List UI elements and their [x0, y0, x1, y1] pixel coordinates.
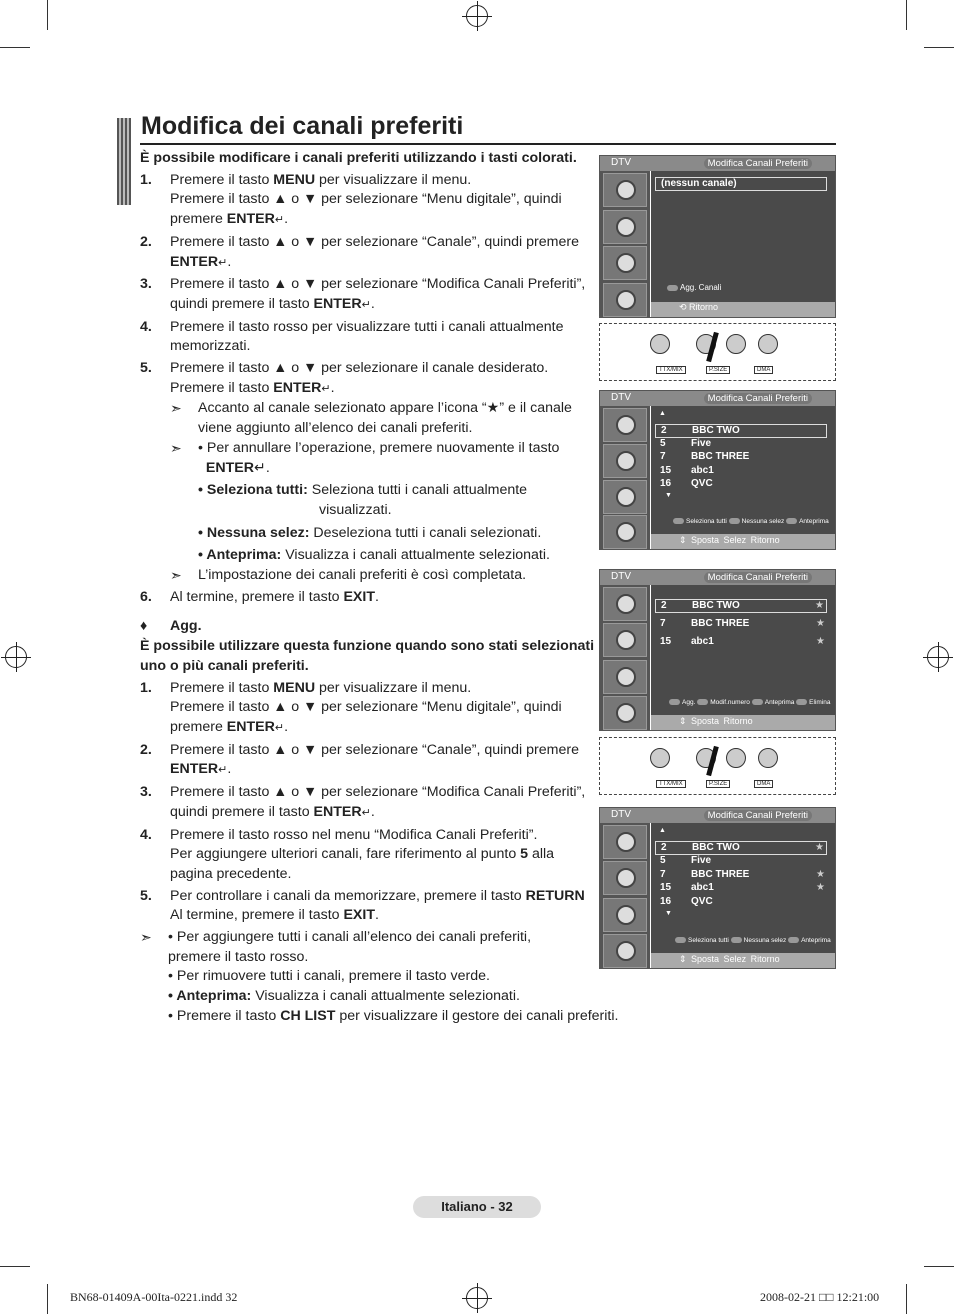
step-number: 2. [140, 741, 152, 758]
channel-row [655, 478, 827, 492]
final-line: • Premere il tasto CH LIST per visualizzare il gestore dei canali preferiti. [168, 1007, 619, 1024]
bold-text: CH LIST [280, 1007, 336, 1024]
option [140, 481, 595, 501]
bold-text: RETURN [525, 887, 585, 904]
option-value: Seleziona tutti i canali attualmente [307, 482, 528, 499]
channel-name: abc1 [691, 882, 714, 894]
note-body: L’impostazione dei canali preferiti è così completata. [198, 567, 527, 584]
input-icon [603, 283, 647, 317]
color-key-icon [675, 937, 686, 943]
step: 6. Al termine, premere il tasto EXIT. [140, 588, 595, 608]
channel-row [655, 451, 827, 465]
screen-main [651, 585, 835, 715]
screen-header [600, 156, 835, 171]
step-line: Premere il tasto MENU per visualizzare il menu. [170, 171, 472, 188]
channel-number: 15 [660, 636, 672, 647]
step [140, 826, 595, 885]
menu-title: Modifica Canali Preferiti [704, 572, 812, 583]
bold-text: ENTER [226, 211, 275, 228]
channel-row [655, 882, 827, 896]
step-line: Per aggiungere ulteriori canali, fare riferimento al punto 5 alla pagina precedente. [170, 846, 555, 882]
channel-icon [603, 444, 647, 478]
channel-row [655, 618, 827, 632]
enter-icon: ↵ [361, 298, 371, 311]
legend-label: Anteprima [801, 937, 831, 944]
footer-date: 2008-02-21 □□ 12:21:00 [760, 1290, 880, 1304]
note-body: Accanto al canale selezionato appare l’icona “★” e il canale viene aggiunto all’elenco dei canali preferiti. [198, 400, 572, 437]
remote-illustration [599, 323, 836, 381]
step-number: 4. [140, 826, 152, 843]
final-line: • Anteprima: Visualizza i canali attualmente selezionati. [168, 988, 520, 1005]
step-number: 3. [140, 276, 152, 293]
note [140, 566, 595, 586]
footer-label: ⇕ Sposta Selez Ritorno [679, 535, 780, 545]
channel-row [655, 424, 827, 438]
channel-number: 16 [660, 896, 672, 908]
channel-number: 7 [660, 451, 666, 462]
step-number: 5. [140, 360, 152, 377]
final-line [140, 928, 650, 967]
step-body [170, 679, 595, 739]
step-line: Premere il tasto ▲ o ▼ per selezionare “Menu digitale”, quindi premere ENTER↵. [170, 699, 562, 735]
step [140, 171, 595, 231]
enter-icon: ↵ [321, 382, 331, 395]
option-value: Visualizza i canali attualmente selezionati. [281, 547, 550, 564]
channel-row [655, 869, 827, 883]
channel-number: 2 [661, 600, 667, 611]
legend-label: Nessuna selez [741, 518, 787, 525]
step-body [170, 783, 595, 823]
channel-row [655, 438, 827, 452]
star-icon: ★ [816, 868, 825, 880]
channel-icon [603, 623, 647, 657]
bold-text: ENTER [313, 803, 362, 820]
step [140, 233, 595, 273]
screen-main [651, 823, 835, 953]
dtv-label: DTV [611, 809, 631, 820]
color-key-icon [673, 518, 684, 524]
step-number: 4. [140, 318, 152, 335]
step [140, 887, 595, 926]
dtv-label: DTV [611, 392, 631, 403]
channel-row [655, 841, 827, 855]
legend [669, 699, 830, 706]
step-body [170, 826, 595, 885]
step [140, 679, 595, 739]
page-title: Modifica dei canali preferiti [141, 112, 464, 140]
remote-key-label: P.SIZE [706, 780, 730, 788]
color-key-icon [731, 937, 742, 943]
step-line: Premere il tasto ▲ o ▼ per selezionare il canale desiderato. [170, 360, 549, 377]
bold-text: MENU [273, 171, 316, 188]
channel-row [655, 599, 827, 613]
legend-label: Elimina [809, 699, 831, 706]
star-icon: ★ [816, 882, 825, 894]
step-body [170, 171, 595, 231]
satellite-icon [603, 587, 647, 621]
step-line: Premere il tasto ▲ o ▼ per selezionare “Modifica Canali Preferiti”, quindi premere il tasto ENTER↵. [170, 784, 586, 820]
channel-name: BBC TWO [692, 425, 740, 436]
final-notes [140, 928, 650, 1027]
scroll-up-icon: ▲ [659, 827, 666, 834]
enter-icon: ↵ [361, 806, 371, 819]
screen-sidebar [600, 406, 650, 549]
step-line: Premere il tasto MENU per visualizzare il menu. [170, 679, 472, 696]
remote-color-button [726, 748, 746, 768]
remote-key-label: TTX/MIX [656, 366, 686, 374]
menu-screen [599, 569, 836, 731]
menu-title: Modifica Canali Preferiti [704, 158, 812, 169]
registration-mark-icon [466, 1287, 488, 1309]
step-line: Premere il tasto rosso per visualizzare tutti i canali attualmente memorizzati. [170, 318, 564, 355]
screen-footer [651, 534, 835, 549]
option [140, 524, 595, 544]
red-key-icon [667, 285, 678, 291]
remote-color-button [650, 334, 670, 354]
channel-number: 2 [661, 842, 667, 853]
note-arrow-icon: ➣ [170, 567, 182, 584]
step-body [170, 359, 548, 399]
channel-row [655, 896, 827, 910]
intro-text: È possibile modificare i canali preferiti utilizzando i tasti colorati. [140, 150, 577, 166]
option-key: • Nessuna selez: [198, 524, 310, 541]
scroll-down-icon: ▼ [665, 491, 672, 499]
step-body [170, 887, 595, 926]
legend-label: Modif.numero [710, 699, 752, 706]
channel-icon [603, 210, 647, 244]
screen-footer [651, 953, 835, 968]
registration-mark-icon [466, 5, 488, 27]
color-key-icon [796, 699, 807, 705]
step-number: 2. [140, 233, 152, 250]
channel-row [655, 636, 827, 650]
remote-color-button [758, 334, 778, 354]
channel-name: BBC THREE [691, 617, 750, 629]
step [140, 318, 595, 357]
remote-color-button [758, 748, 778, 768]
step-number: 1. [140, 679, 152, 696]
gear-icon [603, 246, 647, 280]
input-icon [603, 696, 647, 730]
step-line: Premere il tasto ENTER↵. [170, 379, 335, 396]
channel-number: 16 [660, 478, 672, 489]
star-icon: ★ [816, 617, 825, 629]
remote-color-button [726, 334, 746, 354]
step [140, 783, 595, 823]
bold-text: ENTER [170, 253, 219, 270]
gear-icon [603, 898, 647, 932]
color-key-icon [752, 699, 763, 705]
screen-sidebar [600, 171, 650, 317]
enter-icon: ↵ [218, 764, 228, 777]
step-number: 5. [140, 887, 152, 904]
footer-label: ⇕ Sposta Selez Ritorno [679, 954, 780, 964]
gear-icon [603, 480, 647, 514]
step-line: Premere il tasto ▲ o ▼ per selezionare “Canale”, quindi premere ENTER↵. [170, 233, 579, 270]
legend-add: Agg. Canali [667, 283, 721, 292]
channel-row [655, 855, 827, 869]
step-body [170, 275, 595, 315]
gear-icon [603, 660, 647, 694]
channel-name: BBC THREE [691, 868, 750, 880]
bold-text: • Anteprima: [168, 988, 252, 1005]
scroll-up-icon: ▲ [659, 410, 666, 417]
input-icon [603, 934, 647, 968]
bold-text: ENTER [170, 761, 219, 778]
channel-name: abc1 [691, 464, 714, 476]
bold-text: 5 [520, 846, 529, 863]
bold-text: ENTER [226, 718, 275, 735]
final-line: • Per rimuovere tutti i canali, premere il tasto verde. [168, 968, 490, 985]
legend-label: Anteprima [764, 699, 797, 706]
screen-header [600, 391, 835, 406]
channel-number: 5 [660, 854, 666, 866]
channel-name: BBC TWO [692, 842, 740, 853]
channel-number: 5 [660, 437, 666, 449]
legend [673, 518, 829, 525]
step-number: 3. [140, 784, 152, 801]
title-bar-decoration [117, 118, 131, 205]
screen-sidebar [600, 823, 650, 968]
input-icon [603, 515, 647, 549]
option [140, 546, 595, 566]
satellite-icon [603, 408, 647, 442]
menu-screen [599, 390, 836, 550]
channel-number: 15 [660, 464, 672, 476]
note-arrow-icon: ➣ [170, 400, 182, 417]
star-icon: ★ [815, 600, 824, 611]
channel-number: 2 [661, 425, 667, 436]
title-rule [140, 143, 836, 145]
step-line: Premere il tasto ▲ o ▼ per selezionare “Menu digitale”, quindi premere ENTER↵. [170, 191, 562, 228]
legend-label: Anteprima [799, 518, 829, 525]
option-key: • Anteprima: [198, 547, 282, 564]
agg-title: Agg. [170, 618, 202, 635]
color-key-icon [788, 937, 799, 943]
step-number: 1. [140, 171, 152, 188]
step [140, 741, 595, 781]
screen-header [600, 808, 835, 823]
note-body: • Per aggiungere tutti i canali all’elenco dei canali preferiti, premere il tasto rosso. [168, 929, 532, 965]
step [140, 275, 595, 315]
channel-icon [603, 861, 647, 895]
enter-icon: ↵. [253, 459, 270, 476]
channel-name: Five [691, 437, 712, 449]
channel-name: BBC THREE [691, 451, 750, 462]
step-body [170, 233, 595, 273]
bold-text: ENTER [198, 459, 254, 476]
dtv-label: DTV [611, 571, 631, 582]
step-line: Premere il tasto ▲ o ▼ per selezionare “Canale”, quindi premere ENTER↵. [170, 741, 579, 778]
dtv-label: DTV [611, 157, 631, 168]
option-key: • Seleziona tutti: [198, 482, 308, 499]
note [140, 439, 595, 478]
agg-intro: È possibile utilizzare questa funzione quando sono stati selezionati uno o più canali preferiti. [140, 638, 595, 674]
channel-number: 15 [660, 882, 672, 894]
step-line: Premere il tasto rosso nel menu “Modifica Canali Preferiti”. [170, 826, 538, 843]
remote-key-label: DMA [754, 366, 773, 374]
step-body [170, 318, 595, 357]
channel-number: 7 [660, 617, 666, 629]
option-value: Deseleziona tutti i canali selezionati. [309, 524, 542, 541]
star-icon: ★ [815, 842, 824, 853]
enter-icon: ↵ [274, 214, 285, 227]
screen-main [651, 406, 835, 534]
screen-main [651, 171, 835, 302]
satellite-icon [603, 825, 647, 859]
remote-key-label: DMA [754, 780, 773, 788]
menu-screen [599, 155, 836, 318]
remote-color-button [650, 748, 670, 768]
bold-text: EXIT [343, 588, 376, 605]
color-key-icon [729, 518, 740, 524]
menu-title: Modifica Canali Preferiti [704, 393, 812, 404]
bold-text: MENU [273, 679, 316, 696]
bold-text: EXIT [343, 907, 376, 924]
remote-key-label: TTX/MIX [656, 780, 686, 788]
screen-header [600, 570, 835, 585]
channel-name: (nessun canale) [661, 178, 737, 189]
screen-sidebar [600, 585, 650, 730]
legend-label: Nessuna selez [743, 937, 789, 944]
remote-key-label: P.SIZE [706, 366, 730, 374]
agg-heading [140, 617, 595, 637]
registration-mark-icon [5, 646, 27, 668]
channel-row [655, 465, 827, 479]
legend [675, 937, 831, 944]
color-key-icon [697, 699, 708, 705]
footer-label: ⇕ Sposta Ritorno [679, 716, 753, 726]
screen-footer [651, 715, 835, 730]
star-icon: ★ [816, 636, 825, 647]
page-label: Italiano - 32 [413, 1196, 541, 1218]
step-number: 6. [140, 588, 152, 605]
legend-label: Seleziona tutti [688, 937, 731, 944]
note-body: • Per annullare l’operazione, premere nuovamente il tasto ENTER↵. [198, 439, 560, 476]
menu-screen [599, 807, 836, 969]
menu-title: Modifica Canali Preferiti [704, 810, 812, 821]
enter-icon: ↵ [274, 721, 285, 734]
satellite-icon [603, 173, 647, 207]
legend-label: Agg. [682, 699, 698, 706]
scroll-down-icon: ▼ [665, 910, 672, 917]
channel-name: BBC TWO [692, 600, 740, 611]
color-key-icon [669, 699, 680, 705]
channel-name: QVC [691, 478, 713, 489]
channel-name: QVC [691, 896, 713, 908]
note [140, 399, 595, 438]
remote-illustration [599, 737, 836, 795]
channel-row [655, 177, 827, 191]
step-body [170, 741, 595, 781]
color-key-icon [786, 518, 797, 524]
legend-label: Seleziona tutti [686, 518, 729, 525]
channel-number: 7 [660, 868, 666, 880]
registration-mark-icon [927, 646, 949, 668]
channel-name: abc1 [691, 636, 714, 647]
screen-footer: ⟲ Ritorno [651, 302, 835, 317]
step-line: Premere il tasto ▲ o ▼ per selezionare “Modifica Canali Preferiti”, quindi premere il tasto ENTER↵. [170, 276, 586, 312]
instructions [140, 149, 619, 1027]
note-arrow-icon: ➣ [140, 929, 152, 946]
step-line: Per controllare i canali da memorizzare, premere il tasto RETURN Al termine, premere il tasto EXIT. [170, 887, 585, 924]
bullet-icon: ♦ [140, 618, 148, 635]
bold-text: ENTER [273, 379, 322, 396]
bold-text: ENTER [313, 295, 362, 312]
enter-icon: ↵ [218, 256, 228, 269]
step [140, 359, 595, 399]
footer-file: BN68-01409A-00Ita-0221.indd 32 [70, 1290, 238, 1304]
channel-name: Five [691, 854, 712, 866]
note-arrow-icon: ➣ [170, 439, 182, 456]
option-value: visualizzati. [319, 501, 392, 518]
